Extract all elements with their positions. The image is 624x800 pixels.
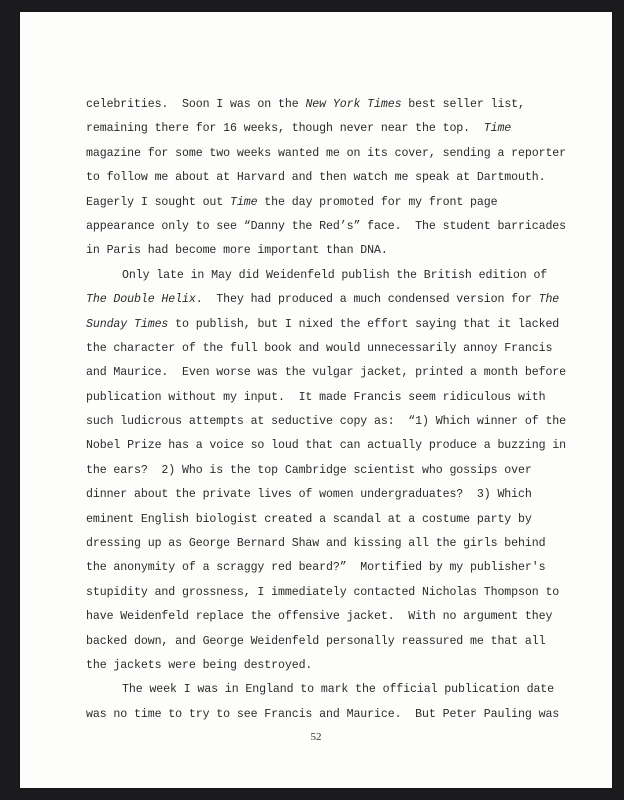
text-segment: dinner about the private lives of women undergraduates? 3) Which [86,488,532,502]
text-segment: the ears? 2) Who is the top Cambridge scientist who gossips over [86,463,532,477]
text-segment: remaining there for 16 weeks, though never near the top. [86,122,484,136]
text-line [86,313,560,337]
text-segment: the day promoted for my front page [257,195,498,209]
text-segment: dressing up as George Bernard Shaw and kissing all the girls behind [86,537,546,551]
text-line [86,532,556,556]
text-segment: the anonymity of a scraggy red beard?” Mortified by my publisher's [86,561,546,575]
text-line [86,191,556,215]
text-line [86,508,556,532]
text-line [86,410,567,434]
text-line [86,483,556,507]
italic-text: New York Times [305,98,402,111]
text-segment: . They had produced a much condensed version for [195,293,539,307]
text-line [86,386,556,410]
text-segment: to publish, but I nixed the effort saying that it lacked [168,317,560,331]
italic-text: Time [230,195,258,209]
italic-text: The [538,293,560,307]
document-page [20,12,612,788]
text-segment: eminent English biologist created a scandal at a costume party by [86,512,532,526]
text-line [86,288,560,312]
italic-text: The Double Helix [86,293,196,307]
text-segment: stupidity and grossness, I immediately contacted Nicholas Thompson to [86,585,560,599]
text-line [86,581,560,605]
text-line [86,654,556,678]
text-segment: The week I was in England to mark the official publication date [122,683,555,697]
text-segment: was no time to try to see Francis and Maurice. But Peter Pauling was [86,707,560,721]
body-text [86,93,567,727]
italic-text: Time [483,122,512,136]
text-line [86,630,556,654]
text-segment: celebrities. Soon I was on the [86,98,306,111]
text-line [86,117,556,141]
text-segment: publication without my input. It made Francis seem ridiculous with [86,390,546,404]
text-segment: have Weidenfeld replace the offensive jacket. With no argument they [86,610,553,624]
text-segment: the character of the full book and would unnecessarily annoy Francis [86,341,553,355]
text-line [86,703,560,727]
text-line [86,434,567,458]
text-segment: Eagerly I sought out [86,195,231,209]
text-line [86,239,556,263]
text-segment: Only late in May did Weidenfeld publish the British edition of [122,268,548,282]
text-segment: to follow me about at Harvard and then watch me speak at Dartmouth. [86,171,546,185]
text-line [86,459,556,483]
text-line [86,142,567,166]
text-line [86,337,556,361]
text-segment: and Maurice. Even worse was the vulgar jacket, printed a month before [86,366,567,380]
text-line [86,264,556,288]
text-line [86,361,567,385]
text-line [86,93,556,117]
text-line [86,556,556,580]
text-segment: such ludicrous attempts at seductive copy as: “1) Which winner of the [86,415,567,429]
text-segment: magazine for some two weeks wanted me on its cover, sending a reporter [86,146,567,160]
text-segment: appearance only to see “Danny the Red’s” face. The student barricades [86,219,567,233]
text-segment: backed down, and George Weidenfeld personally reassured me that all [86,634,546,648]
text-segment: in Paris had become more important than DNA. [86,244,388,258]
text-line [86,215,567,239]
text-segment: best seller list, [401,98,525,111]
italic-text: Sunday Times [86,317,169,331]
text-line [86,166,556,190]
text-segment: the jackets were being destroyed. [86,658,313,672]
text-line [86,605,556,629]
text-segment: Nobel Prize has a voice so loud that can actually produce a buzzing in [86,439,567,453]
text-line [86,678,556,702]
page-number: 52 [310,731,322,743]
